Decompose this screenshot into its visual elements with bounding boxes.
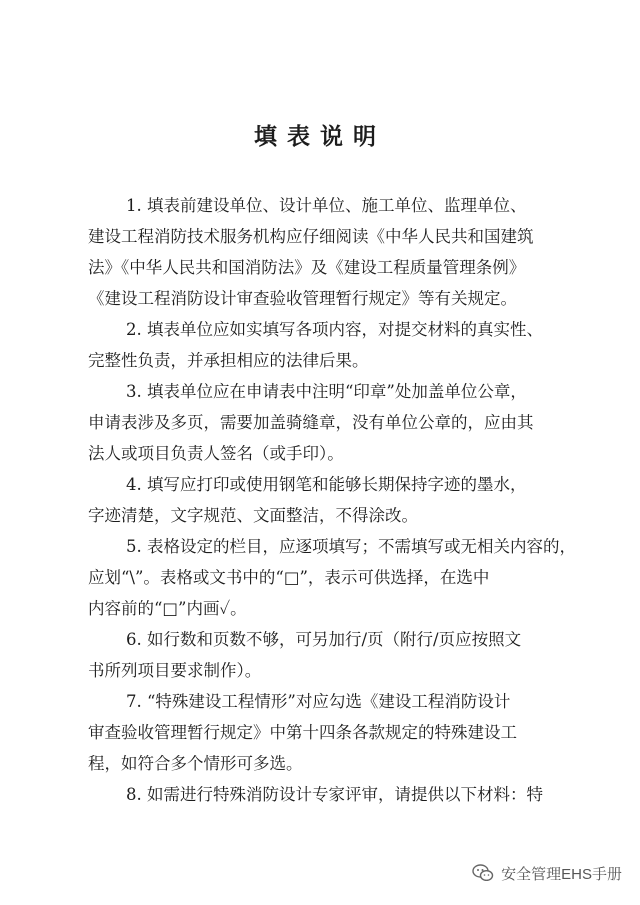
paragraph-line: 8. 如需进行特殊消防设计专家评审，请提供以下材料：特 [126,785,543,804]
instruction-paragraph-7 [88,686,550,779]
instruction-paragraph-1 [88,190,550,314]
paragraph-line: 程，如符合多个情形可多选。 [88,754,303,773]
wechat-icon [471,861,495,885]
instruction-paragraph-3 [88,376,550,469]
instruction-paragraph-6 [88,624,550,686]
instruction-paragraph-5 [88,531,576,624]
paragraph-line: 法》《中华人民共和国消防法》及《建设工程质量管理条例》 [88,258,526,277]
paragraph-line: 完整性负责，并承担相应的法律后果。 [88,351,369,370]
paragraph-line: 2. 填表单位应如实填写各项内容，对提交材料的真实性、 [126,320,543,339]
instruction-paragraph-8 [88,779,550,810]
instruction-paragraph-2 [88,314,550,376]
watermark [471,861,622,885]
paragraph-line: 4. 填写应打印或使用钢笔和能够长期保持字迹的墨水， [126,475,527,494]
page-title: 填表说明 [254,123,386,150]
paragraph-line: 应划“\”。表格或文书中的“□”，表示可供选择，在选中 [88,568,490,587]
paragraph-line: 内容前的“□”内画✓。 [88,599,247,618]
paragraph-line: 法人或项目负责人签名（或手印）。 [88,444,344,463]
paragraph-line: 审查验收管理暂行规定》中第十四条各款规定的特殊建设工 [88,723,517,742]
paragraph-line: 字迹清楚，文字规范、文面整洁，不得涂改。 [88,506,418,525]
paragraph-line: 1. 填表前建设单位、设计单位、施工单位、监理单位、 [126,196,527,215]
paragraph-line: 建设工程消防技术服务机构应仔细阅读《中华人民共和国建筑 [88,227,534,246]
instruction-paragraph-4 [88,469,550,531]
paragraph-line: 《建设工程消防设计审查验收管理暂行规定》等有关规定。 [88,289,517,308]
paragraph-line: 6. 如行数和页数不够，可另加行/页（附行/页应按照文 [126,630,522,649]
paragraph-line: 3. 填表单位应在申请表中注明“印章”处加盖单位公章， [126,382,527,401]
watermark-text: 安全管理EHS手册 [501,865,622,883]
paragraph-line: 申请表涉及多页，需要加盖骑缝章，没有单位公章的，应由其 [88,413,534,432]
paragraph-line: 5. 表格设定的栏目，应逐项填写；不需填写或无相关内容的， [126,537,576,556]
paragraph-line: 书所列项目要求制作）。 [88,661,262,680]
paragraph-line: 7. “特殊建设工程情形”对应勾选《建设工程消防设计 [126,692,511,711]
instructions-body [88,190,576,810]
